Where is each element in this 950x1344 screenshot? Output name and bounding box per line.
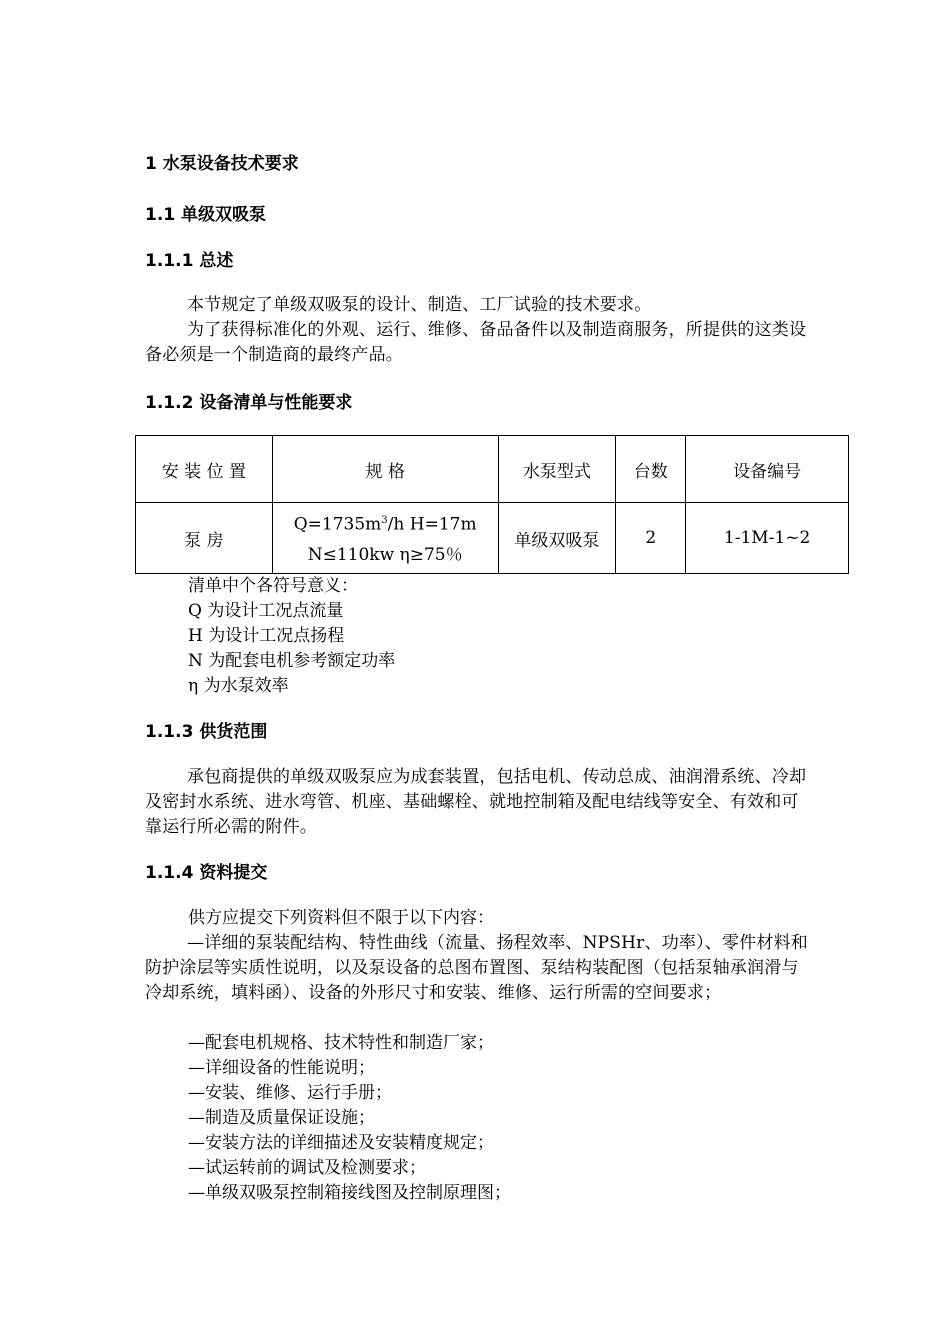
table-header-row	[136, 436, 849, 503]
overview-paragraph-1: 本节规定了单级双吸泵的设计、制造、工厂试验的技术要求。	[187, 295, 652, 315]
spec-flow-head	[273, 506, 498, 540]
cell-equipment-code: 1-1M-1~2	[686, 503, 849, 574]
cell-spec	[272, 503, 498, 574]
submission-item-4: —安装、维修、运行手册；	[188, 1083, 392, 1103]
spec-head: /h H=17m	[387, 514, 477, 535]
submission-item-7: —试运转前的调试及检测要求；	[188, 1158, 426, 1178]
section-heading-1-1-1: 1.1.1 总述	[145, 251, 234, 271]
submission-item-6: —安装方法的详细描述及安装精度规定；	[188, 1133, 494, 1153]
table-row	[136, 503, 849, 574]
submission-item-3: —详细设备的性能说明；	[188, 1058, 375, 1078]
spec-flow-unit-exponent: 3	[381, 515, 388, 527]
section-heading-1-1-2: 1.1.2 设备清单与性能要求	[145, 393, 353, 413]
header-pump-type: 水泵型式	[498, 436, 616, 503]
equipment-table	[135, 435, 849, 574]
spec-flow: Q=1735m	[293, 514, 382, 535]
header-equipment-code: 设备编号	[686, 436, 849, 503]
header-spec: 规 格	[272, 436, 498, 503]
overview-paragraph-2: 为了获得标准化的外观、运行、维修、备品备件以及制造商服务，所提供的这类设备必须是一个制造商的最终产品。	[145, 320, 807, 365]
symbols-intro: 清单中个各符号意义：	[188, 576, 358, 596]
spec-power-efficiency: N≤110kw η≥75％	[307, 544, 463, 565]
cell-location: 泵 房	[136, 503, 273, 574]
section-heading-1-1: 1.1 单级双吸泵	[145, 205, 267, 225]
scope-paragraph: 承包商提供的单级双吸泵应为成套装置，包括电机、传动总成、油润滑系统、冷却及密封水系统、进水弯管、机座、基础螺栓、就地控制箱及配电结线等安全、有效和可靠运行所必需的附件。	[145, 767, 807, 837]
symbol-eta: η 为水泵效率	[188, 676, 289, 696]
section-heading-1-1-3: 1.1.3 供货范围	[145, 722, 268, 742]
header-count: 台数	[616, 436, 686, 503]
symbol-h: H 为设计工况点扬程	[188, 626, 345, 646]
submission-item-1: —详细的泵装配结构、特性曲线（流量、扬程效率、NPSHr、功率）、零件材料和防护涂层等实质性说明，以及泵设备的总图布置图、泵结构装配图（包括泵轴承润滑与冷却系统，填料函）、设备的外形尺寸和安装、维修、运行所需的空间要求；	[145, 933, 809, 1003]
section-heading-1-1-4: 1.1.4 资料提交	[145, 863, 268, 883]
cell-pump-type: 单级双吸泵	[498, 503, 616, 574]
symbol-q: Q 为设计工况点流量	[188, 601, 344, 621]
submission-intro: 供方应提交下列资料但不限于以下内容：	[188, 908, 494, 928]
submission-item-2: —配套电机规格、技术特性和制造厂家；	[188, 1033, 494, 1053]
section-heading-1: 1 水泵设备技术要求	[145, 154, 299, 174]
symbol-n: N 为配套电机参考额定功率	[188, 651, 396, 671]
header-location: 安 装 位 置	[136, 436, 273, 503]
cell-count: 2	[616, 503, 686, 574]
submission-item-8: —单级双吸泵控制箱接线图及控制原理图；	[188, 1183, 511, 1203]
submission-item-5: —制造及质量保证设施；	[188, 1108, 375, 1128]
